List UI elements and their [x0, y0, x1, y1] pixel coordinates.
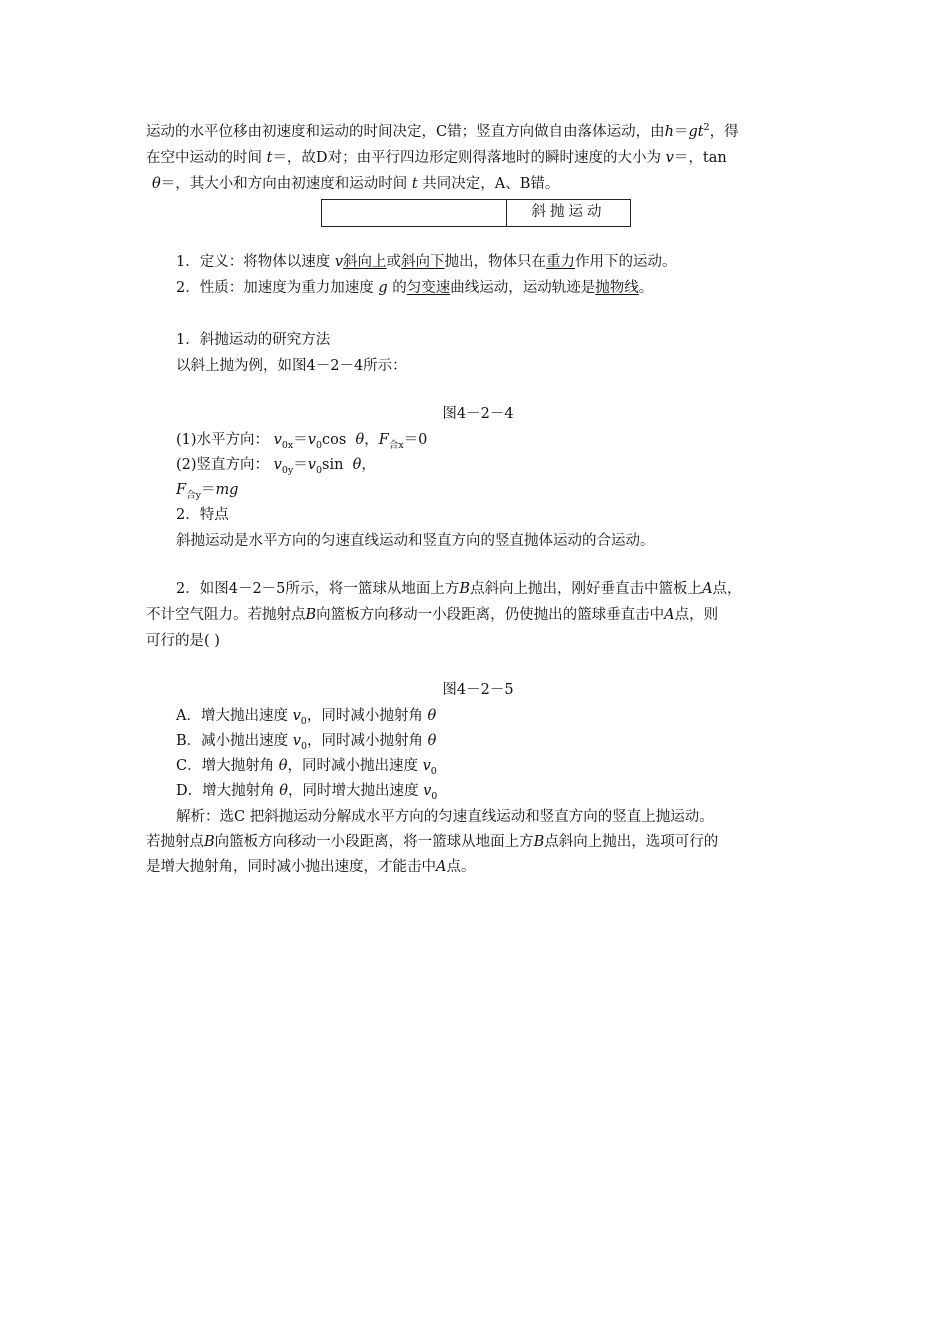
- text: 若抛射点: [146, 834, 204, 850]
- text: ＝0: [403, 432, 428, 448]
- var-v: v: [422, 758, 431, 774]
- text: 在空中运动的时间: [146, 150, 262, 166]
- text: ，同时减小抛射角: [306, 708, 423, 724]
- intro-line-1: [146, 122, 739, 142]
- text: 不计空气阻力。若抛射点: [146, 607, 306, 623]
- var-v: v: [307, 457, 316, 473]
- text: ＝，故D对；由平行四边形定则得落地时的瞬时速度的大小为: [272, 150, 662, 166]
- text: 曲线运动，运动轨迹是: [450, 280, 596, 296]
- text: 作用下的运动。: [575, 254, 677, 270]
- var-t: t: [266, 150, 273, 166]
- var-F: F: [176, 482, 187, 498]
- text: 抛出，物体只在: [444, 254, 547, 270]
- var-theta: θ: [355, 432, 365, 448]
- var-g: g: [378, 280, 388, 296]
- features-text: 斜抛运动是水平方向的匀速直线运动和竖直方向的竖直抛体运动的合运动。: [176, 533, 655, 549]
- text: 2．如图4－2－5所示，将一篮球从地面上方: [176, 581, 460, 597]
- option-a: [176, 706, 436, 726]
- var-h: h: [664, 124, 674, 140]
- subscript: 合y: [186, 489, 201, 501]
- answer-line-1: 解析：选C 把斜抛运动分解成水平方向的匀速直线运动和竖直方向的竖直上抛运动。: [176, 809, 714, 825]
- var-theta: θ: [352, 457, 362, 473]
- text: ，得: [709, 124, 739, 140]
- underlined-term: 匀变速: [406, 280, 451, 296]
- section-header-empty-cell: [322, 200, 507, 226]
- underlined-term: 斜向上: [343, 254, 387, 270]
- var-v: v: [665, 150, 674, 166]
- text: ＝，tan: [673, 150, 727, 166]
- text: A．增大抛出速度: [176, 708, 288, 724]
- var-B: B: [533, 834, 545, 850]
- subscript: 0: [300, 715, 307, 727]
- text: ，同时增大抛出速度: [287, 783, 419, 799]
- subscript: 0: [431, 790, 438, 802]
- vertical-direction-line: [176, 455, 376, 475]
- text: 2．性质：加速度为重力加速度: [176, 280, 374, 296]
- text: sin: [322, 457, 344, 473]
- subscript: 0: [300, 740, 308, 752]
- var-theta: θ: [152, 176, 161, 192]
- answer-line-2: [146, 832, 718, 852]
- text: 向篮板方向移动一小段距离，将一篮球从地面上方: [214, 834, 534, 850]
- method-intro: 以斜上抛为例，如图4－2－4所示：: [176, 358, 407, 374]
- underlined-term: 抛物线: [595, 280, 639, 296]
- question-line-1: [176, 579, 742, 599]
- var-v: v: [423, 783, 432, 799]
- horizontal-direction-line: [176, 430, 427, 450]
- text: 运动的水平位移由初速度和运动的时间决定，C错；竖直方向做自由落体运动，由: [146, 124, 665, 140]
- var-v: v: [292, 733, 301, 749]
- option-b: [176, 731, 436, 751]
- var-v: v: [273, 457, 282, 473]
- figure-caption-4-2-5: 图4－2－5: [442, 682, 514, 698]
- section-title: 斜抛运动: [531, 204, 606, 220]
- var-B: B: [204, 834, 215, 850]
- var-v: v: [273, 432, 282, 448]
- text: 或: [386, 254, 402, 270]
- var-B: B: [459, 581, 471, 597]
- text: 。: [638, 280, 654, 296]
- underlined-term: 斜向下: [401, 254, 445, 270]
- question-line-3: 可行的是( ): [146, 633, 220, 649]
- var-v: v: [307, 432, 316, 448]
- text: 点，则: [674, 607, 719, 623]
- text: ，: [364, 432, 379, 448]
- section-header-table: [321, 199, 631, 227]
- var-theta: θ: [427, 733, 437, 749]
- question-line-2: [146, 605, 718, 625]
- var-t: t: [411, 176, 418, 192]
- text: ＝: [293, 432, 308, 448]
- text: C．增大抛射角: [176, 758, 275, 774]
- property-line: [176, 278, 653, 298]
- features-heading: 2．特点: [176, 507, 229, 523]
- var-A: A: [702, 581, 713, 597]
- var-v: v: [292, 708, 301, 724]
- subscript: 0: [315, 464, 323, 476]
- text: 点斜向上抛出，刚好垂直击中篮板上: [470, 581, 703, 597]
- text: 共同决定，A、B错。: [422, 176, 560, 192]
- text: 1．定义：将物体以速度: [176, 254, 331, 270]
- method-heading: 1．斜抛运动的研究方法: [176, 332, 331, 348]
- text: 点斜向上抛出，选项可行的: [544, 834, 719, 850]
- text: ，同时减小抛出速度: [287, 758, 418, 774]
- text: 点。: [446, 859, 476, 875]
- text: cos: [322, 432, 347, 448]
- underlined-term: 重力: [546, 254, 576, 270]
- subscript: 合x: [388, 439, 404, 451]
- text: ，同时减小抛射角: [307, 733, 424, 749]
- intro-line-3: [152, 174, 559, 194]
- text: ＝，其大小和方向由初速度和运动时间: [160, 176, 408, 192]
- text: 向篮板方向移动一小段距离，仍使抛出的篮球垂直击中: [316, 607, 665, 623]
- answer-line-3: [146, 857, 475, 877]
- var-theta: θ: [278, 758, 288, 774]
- var-mg: mg: [215, 482, 239, 498]
- var-B: B: [305, 607, 317, 623]
- subscript: 0x: [281, 439, 294, 451]
- text: D．增大抛射角: [176, 783, 275, 799]
- text: ＝: [200, 482, 216, 498]
- definition-line: [176, 252, 677, 272]
- var-theta: θ: [279, 783, 288, 799]
- var-A: A: [436, 859, 447, 875]
- text: 是增大抛射角，同时减小抛出速度，才能击中: [146, 859, 436, 875]
- text: ，: [361, 457, 376, 473]
- var-theta: θ: [427, 708, 437, 724]
- var-gt: gt: [688, 124, 704, 140]
- figure-caption-4-2-4: 图4－2－4: [442, 406, 514, 422]
- superscript: 2: [703, 122, 710, 134]
- var-A: A: [664, 607, 675, 623]
- var-v: v: [334, 254, 344, 270]
- subscript: 0y: [281, 464, 294, 476]
- text: (2)竖直方向：: [176, 457, 270, 473]
- var-F: F: [378, 432, 389, 448]
- intro-line-2: [146, 148, 727, 168]
- option-d: [176, 781, 437, 801]
- text: 点，: [712, 581, 742, 597]
- text: (1)水平方向：: [176, 432, 270, 448]
- text: ＝: [673, 124, 689, 140]
- option-c: [176, 756, 437, 776]
- subscript: 0: [430, 765, 437, 777]
- text: B．减小抛出速度: [176, 733, 289, 749]
- vertical-force-line: [176, 480, 238, 500]
- text: 的: [392, 280, 407, 296]
- text: ＝: [293, 457, 308, 473]
- subscript: 0: [315, 439, 323, 451]
